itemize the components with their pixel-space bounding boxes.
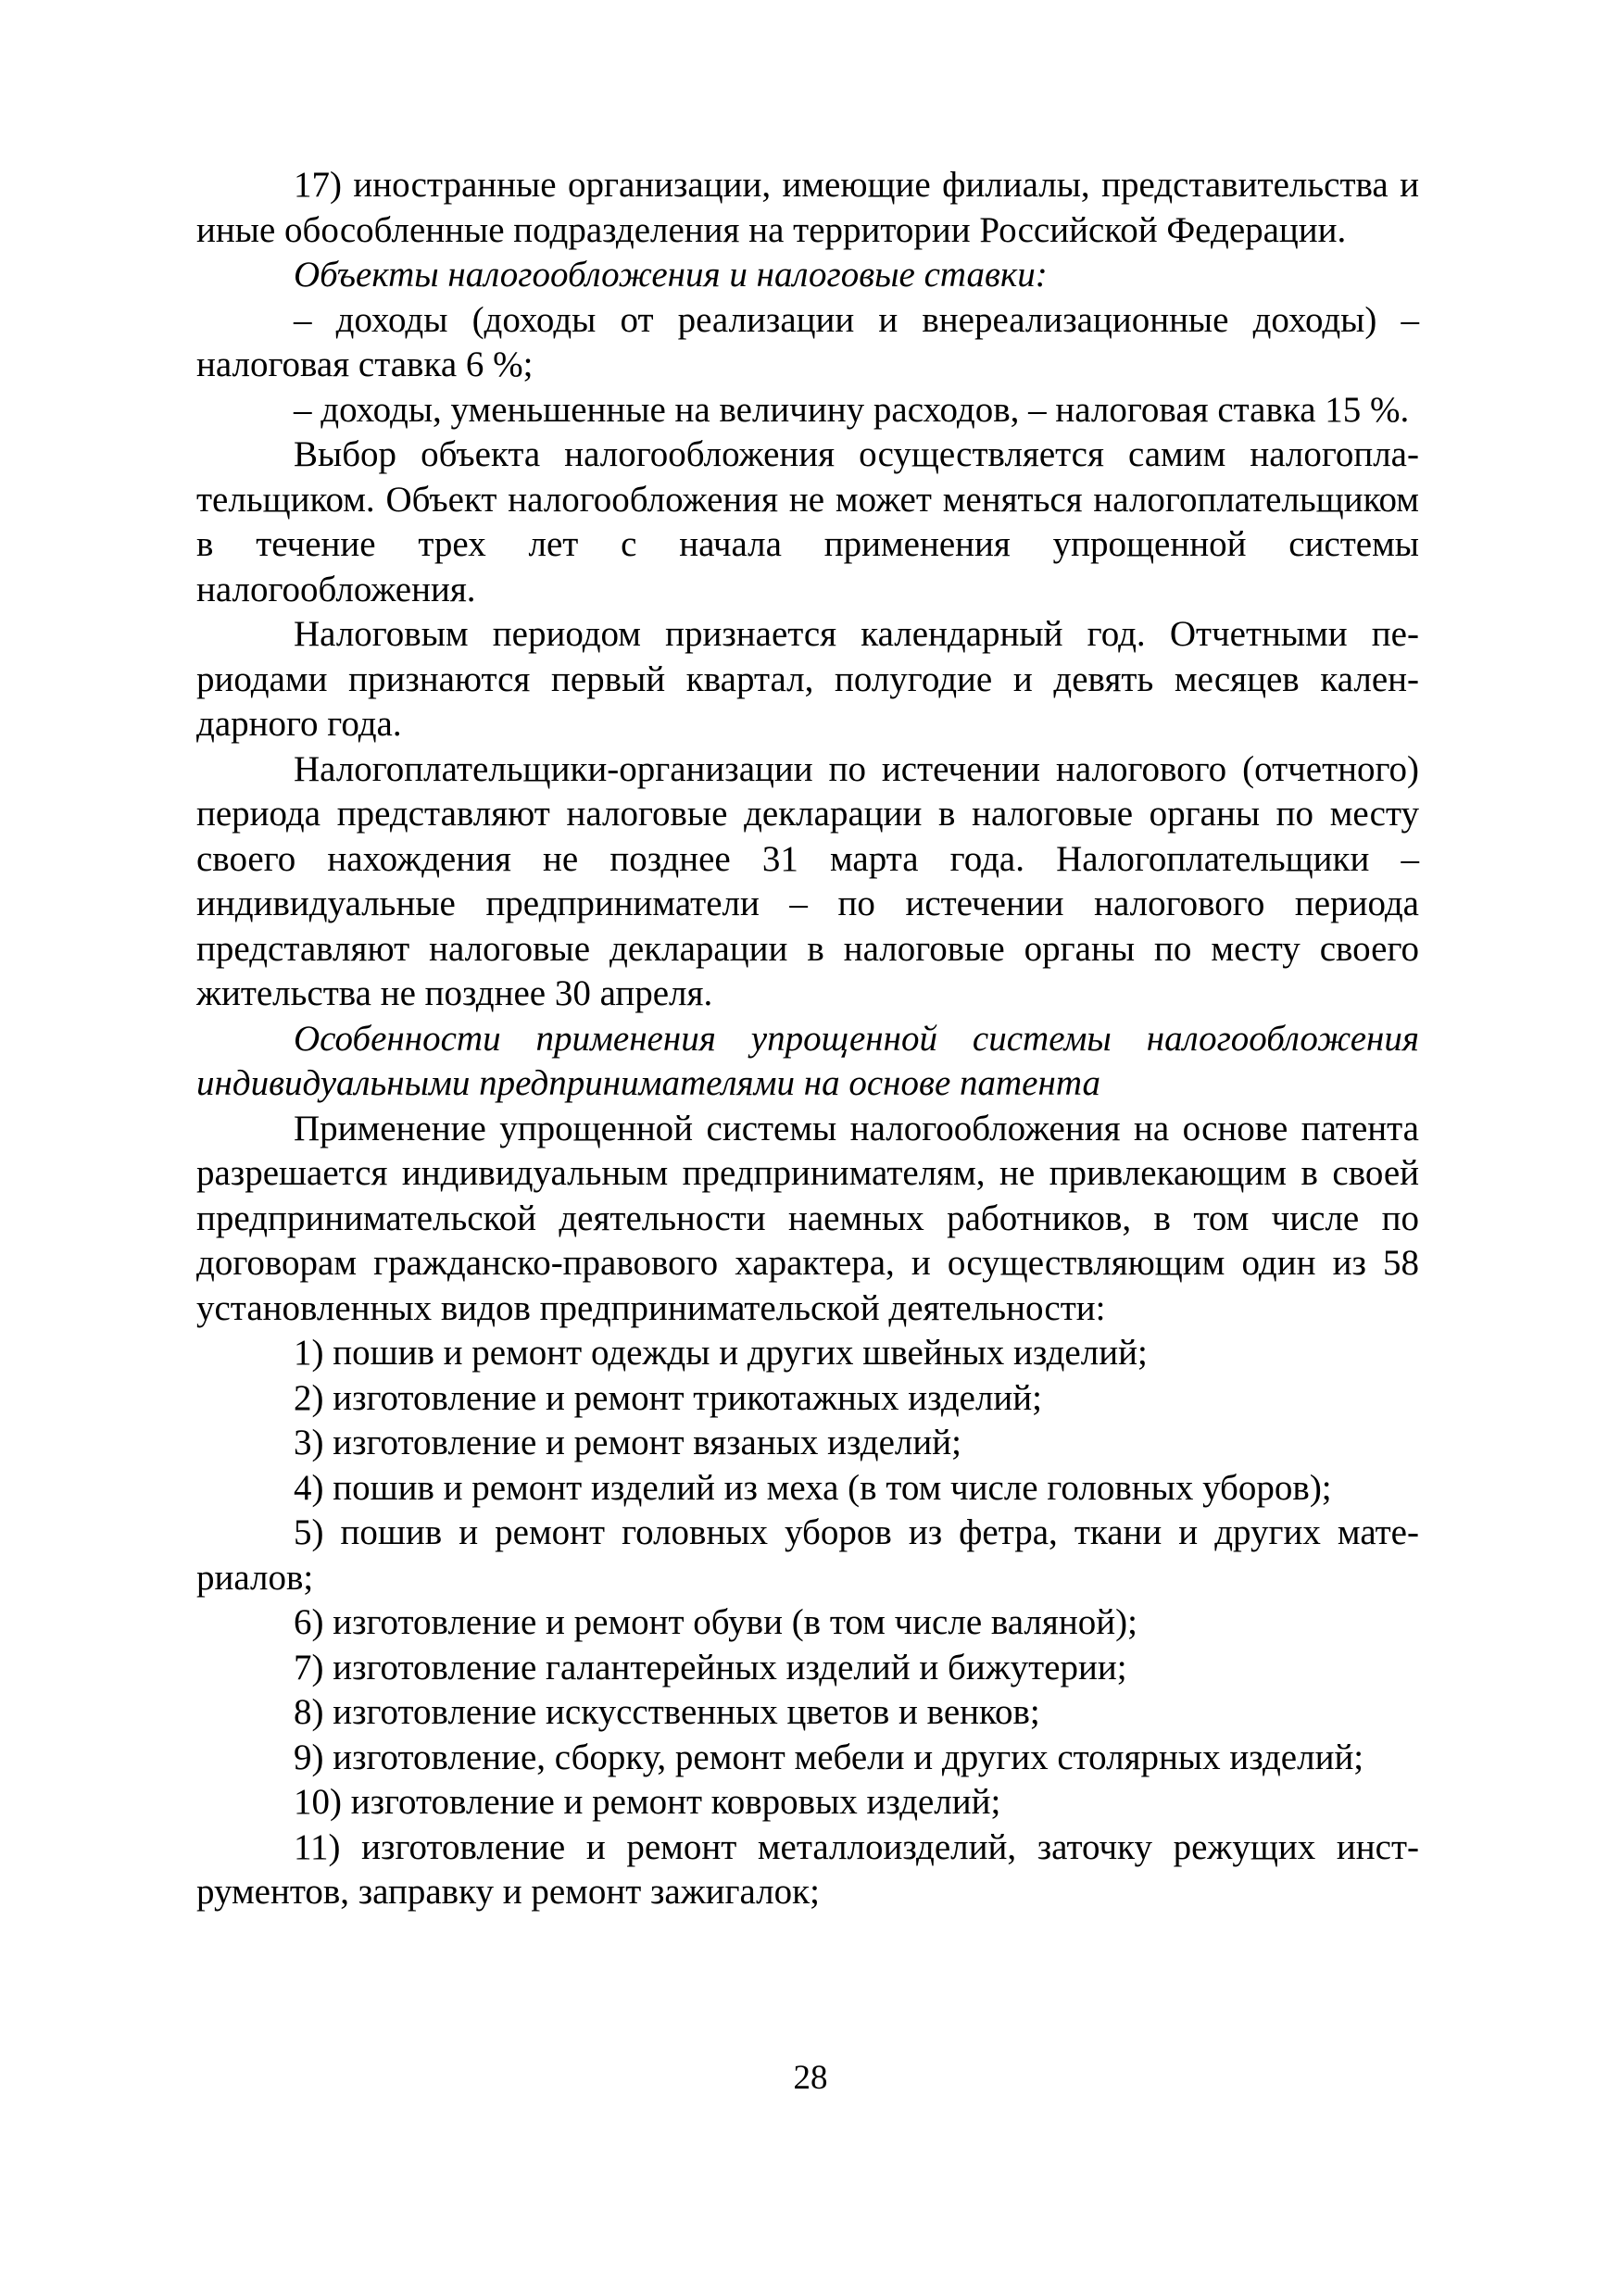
list-item: 6) изготовление и ремонт обуви (в том числе валяной); bbox=[294, 1602, 1137, 1642]
list-item: 3) изготовление и ремонт вязаных изделий; bbox=[294, 1423, 961, 1462]
paragraph-choice-of-object: Выбор объекта налогообложения осуществляется самим налогоплательщиком. Объект налогообложения не может меняться налогоплательщиком в течение трех лет с начала применения упрощенной системы налогообложения. bbox=[196, 434, 1419, 609]
list-item: 9) изготовление, сборку, ремонт мебели и других столярных изделий; bbox=[294, 1737, 1364, 1777]
page-number: 28 bbox=[793, 2059, 828, 2097]
paragraph-foreign-organizations: 17) иностранные организации, имеющие филиалы, представительства и иные обособленные подразделения на территории Российской Федерации. bbox=[196, 165, 1419, 250]
list-item: 10) изготовление и ремонт ковровых изделий; bbox=[294, 1782, 1001, 1822]
list-item: 8) изготовление искусственных цветов и венков; bbox=[294, 1692, 1040, 1732]
heading-tax-objects-and-rates: Объекты налогообложения и налоговые ставки: bbox=[294, 255, 1048, 295]
paragraph-patent-application: Применение упрощенной системы налогообложения на основе патента разрешается индивидуальным предпринимателям, не привлекающим в своей предпринимательской деятельности наемных работников, в том числе по договорам гражданско-правового характера, и осуществляющим один из 58 установленных видов предпринимательской деятельности: bbox=[196, 1108, 1419, 1328]
activity-list bbox=[196, 1331, 1419, 1915]
paragraph-tax-period: Налоговым периодом признается календарный год. Отчетными периодами признаются первый квартал, полугодие и девять месяцев календарного года. bbox=[196, 614, 1419, 744]
list-item: 5) пошив и ремонт головных уборов из фетра, ткани и других материалов; bbox=[196, 1512, 1419, 1598]
list-item: 4) пошив и ремонт изделий из меха (в том числе головных уборов); bbox=[294, 1467, 1332, 1508]
list-item: 11) изготовление и ремонт металлоизделий, заточку режущих инструментов, заправку и ремонт зажигалок; bbox=[196, 1826, 1419, 1912]
paragraph-declarations: Налогоплательщики-организации по истечении налогового (отчетного) периода представляют налоговые декларации в налоговые органы по месту своего нахождения не позднее 31 марта года. Налогоплательщики – индивидуальные предприниматели – по истечении налогового периода представляют налоговые декларации в налоговые органы по месту своего жительства не позднее 30 апреля. bbox=[196, 748, 1419, 1013]
paragraph-income-rate: – доходы (доходы от реализации и внереализационные доходы) – налоговая ставка 6 %; bbox=[196, 299, 1419, 384]
list-item: 1) пошив и ремонт одежды и других швейных изделий; bbox=[294, 1333, 1148, 1373]
page-body bbox=[196, 163, 1419, 1915]
list-item: 2) изготовление и ремонт трикотажных изделий; bbox=[294, 1377, 1043, 1418]
heading-patent-features: Особенности применения упрощенной системы налогообложения индивидуальными предпринимателями на основе патента bbox=[196, 1018, 1419, 1103]
paragraph-income-minus-expenses-rate: – доходы, уменьшенные на величину расходов, – налоговая ставка 15 %. bbox=[294, 389, 1410, 430]
list-item: 7) изготовление галантерейных изделий и бижутерии; bbox=[294, 1647, 1127, 1687]
